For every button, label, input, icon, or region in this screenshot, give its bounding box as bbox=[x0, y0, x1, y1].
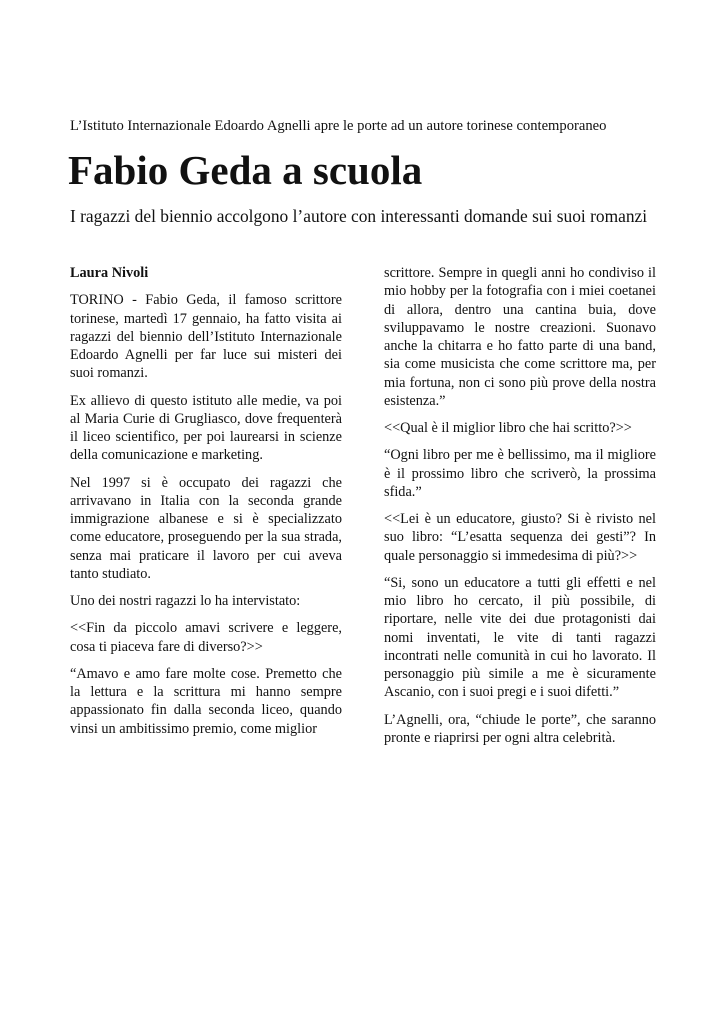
paragraph: Uno dei nostri ragazzi lo ha intervistato: bbox=[70, 593, 301, 609]
interview-answer: “Ogni libro per me è bellissimo, ma il migliore è il prossimo libro che scriverò, la prossima sfida.” bbox=[384, 447, 656, 500]
kicker: L’Istituto Internazionale Edoardo Agnelli apre le porte ad un autore torinese contemporaneo bbox=[70, 118, 607, 134]
interview-answer: “Amavo e amo fare molte cose. Premetto che la lettura e la scrittura mi hanno sempre appassionato fin dalla seconda liceo, quando vinsi un ambitissimo premio, come miglior bbox=[70, 665, 342, 737]
interview-question: <<Fin da piccolo amavi scrivere e leggere, cosa ti piaceva fare di diverso?>> bbox=[70, 620, 342, 655]
paragraph: Ex allievo di questo istituto alle medie, va poi al Maria Curie di Grugliasco, dove frequenterà il liceo scientifico, per poi laurearsi in scienze della comunicazione e marketing. bbox=[70, 392, 342, 464]
interview-answer: scrittore. Sempre in quegli anni ho condiviso il mio hobby per la fotografia con i miei coetanei di allora, dentro una cantina buia, dove sviluppavamo le nostre creazioni. Suonavo anche la chitarra e ho fatto parte di una band, sia come musicista che come scrittore ma, per mia fortuna, non ci sono più prove della nostra esistenza.” bbox=[384, 265, 656, 409]
paragraph: TORINO - Fabio Geda, il famoso scrittore torinese, martedì 17 gennaio, ha fatto visita ai ragazzi del biennio dell’Istituto Internazionale Edoardo Agnelli per far luce sui misteri dei suoi romanzi. bbox=[70, 292, 342, 382]
author-byline: Laura Nivoli bbox=[70, 265, 149, 281]
headline: Fabio Geda a scuola bbox=[68, 147, 423, 193]
paragraph: Nel 1997 si è occupato dei ragazzi che arrivavano in Italia con la seconda grande immigrazione albanese e si è specializzato come educatore, proseguendo per la sua strada, senza mai praticare il lavoro per cui aveva tanto studiato. bbox=[70, 474, 342, 582]
interview-question: <<Lei è un educatore, giusto? Si è rivisto nel suo libro: “L’esatta sequenza dei gesti”? In quale personaggio si immedesima di più?>> bbox=[384, 511, 656, 564]
right-column bbox=[384, 264, 656, 756]
interview-answer: “Si, sono un educatore a tutti gli effetti e nel mio libro ho cercato, il più possibile, di riportare, nelle vite dei due protagonisti dai nomi inventati, le vite di tanti ragazzi incontrati nelle comunità in cui ho lavorato. Il personaggio più simile a me è sicuramente Ascanio, con i suoi pregi e i suoi difetti.” bbox=[384, 574, 656, 701]
subtitle: I ragazzi del biennio accolgono l’autore con interessanti domande sui suoi romanzi bbox=[70, 206, 648, 226]
left-column bbox=[70, 264, 342, 747]
closing-paragraph: L’Agnelli, ora, “chiude le porte”, che saranno pronte e riaprirsi per ogni altra celebrità. bbox=[384, 711, 656, 746]
interview-question: <<Qual è il miglior libro che hai scritto?>> bbox=[384, 420, 632, 436]
